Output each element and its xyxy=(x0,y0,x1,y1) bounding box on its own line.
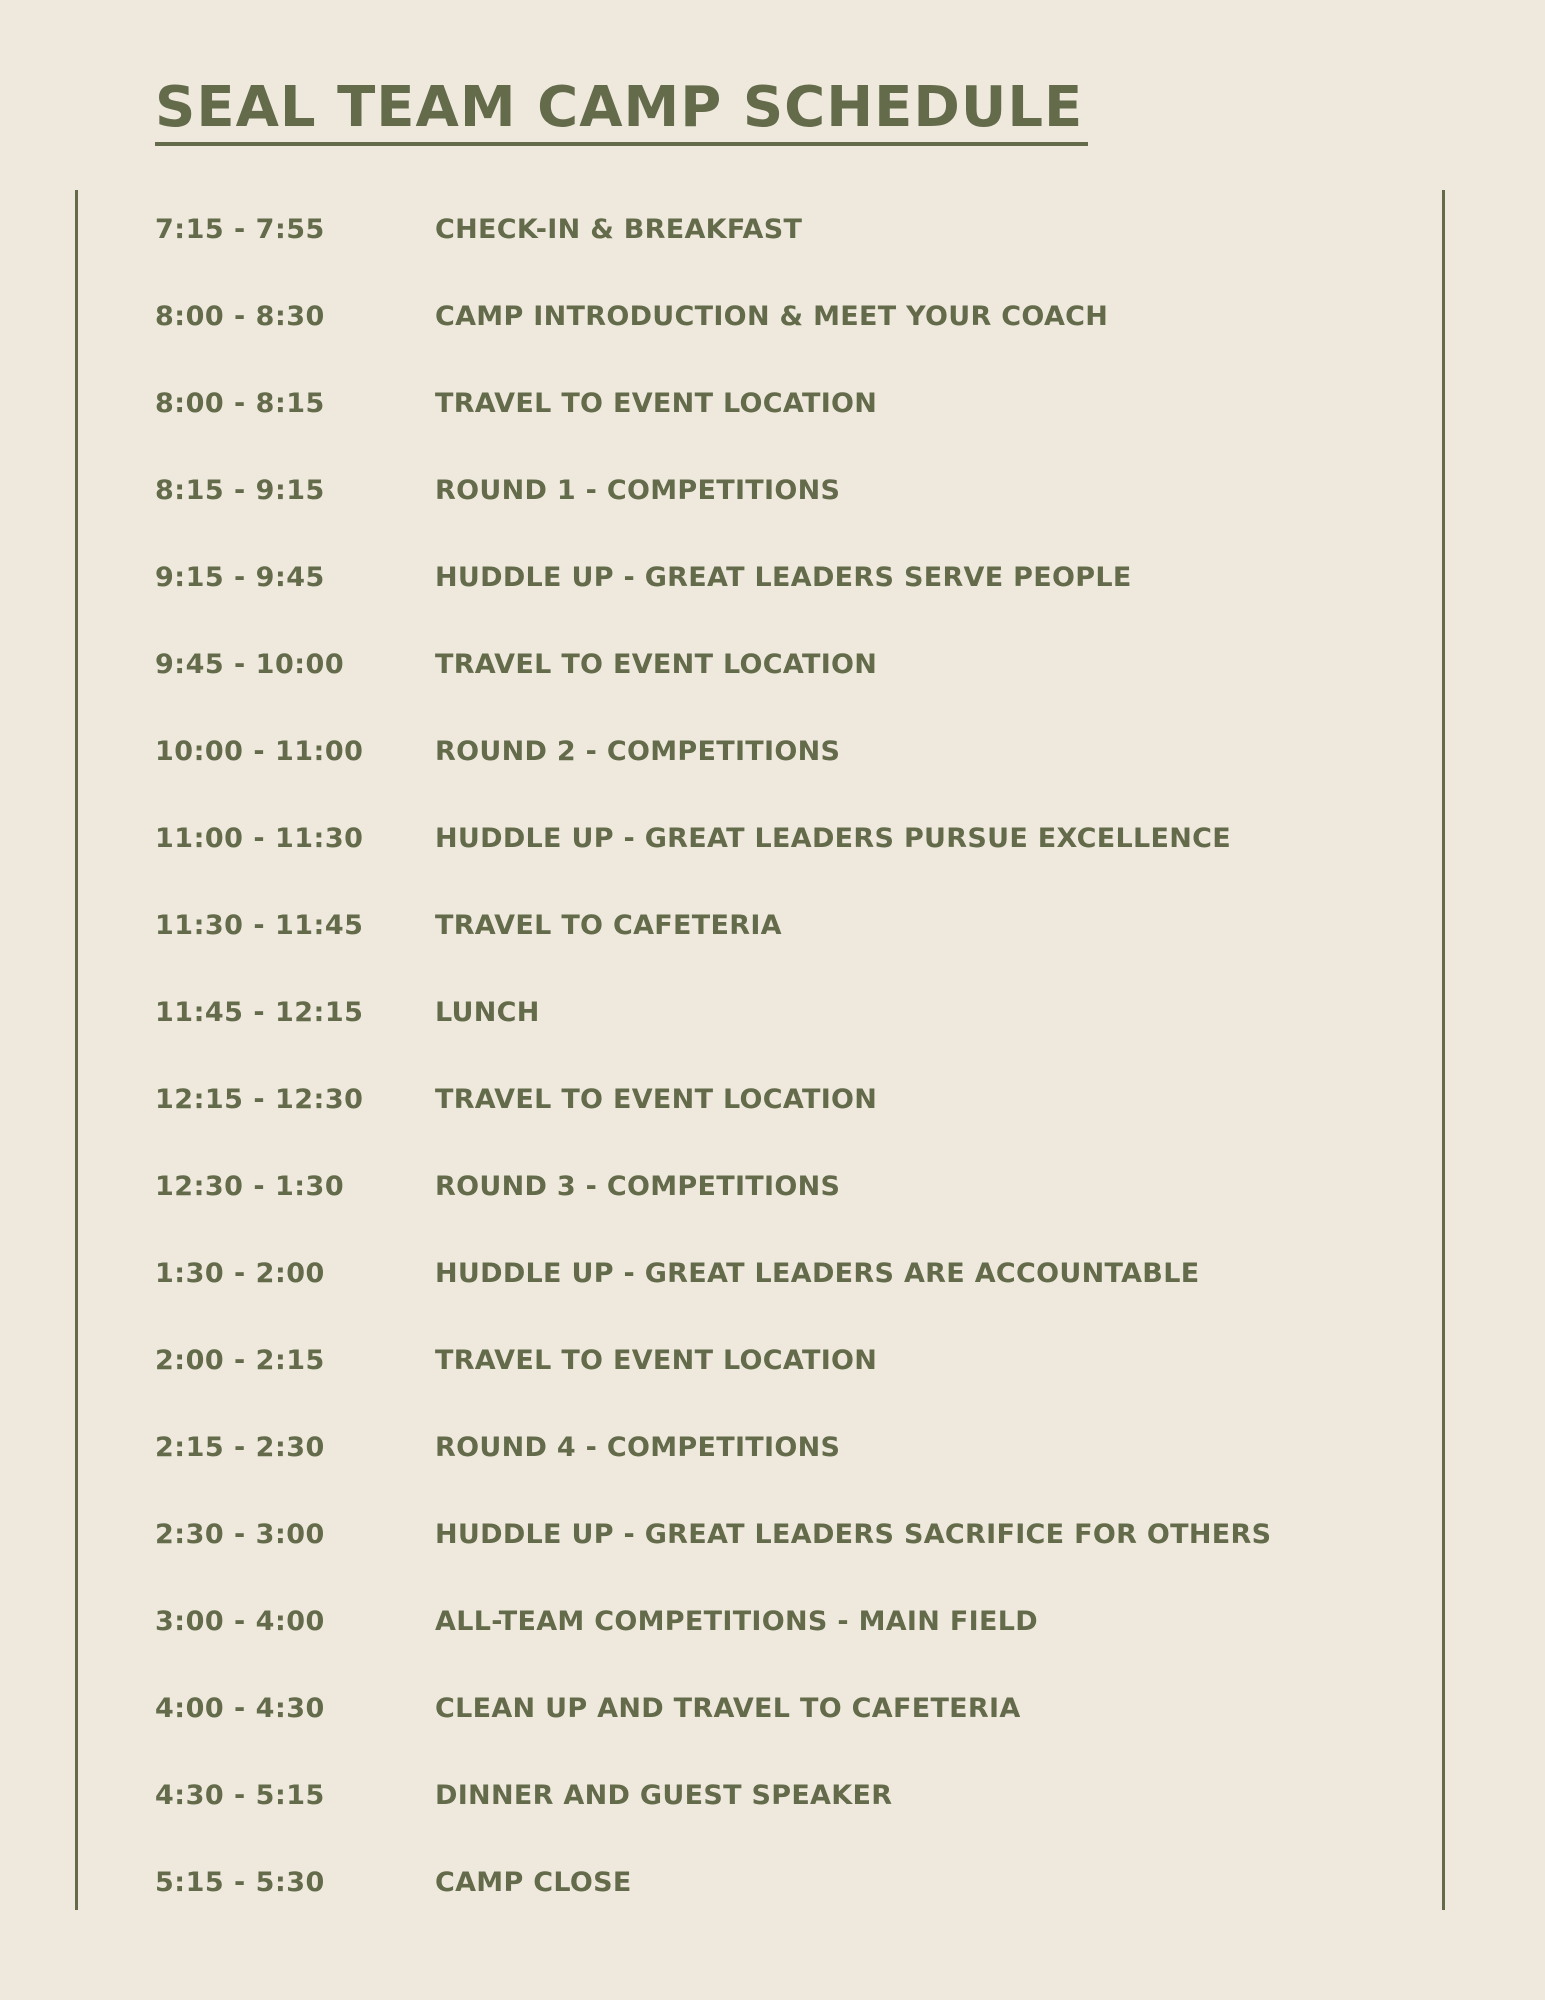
schedule-activity: ROUND 1 - COMPETITIONS xyxy=(435,475,841,506)
schedule-time: 8:00 - 8:15 xyxy=(155,388,325,419)
schedule-activity: TRAVEL TO EVENT LOCATION xyxy=(435,388,878,419)
schedule-row xyxy=(155,722,1405,809)
schedule-row xyxy=(155,1070,1405,1157)
schedule-activity: ALL-TEAM COMPETITIONS - MAIN FIELD xyxy=(435,1606,1038,1637)
schedule-row xyxy=(155,983,1405,1070)
schedule-activity: CAMP CLOSE xyxy=(435,1867,632,1898)
schedule-time: 4:00 - 4:30 xyxy=(155,1693,325,1724)
schedule-time: 12:15 - 12:30 xyxy=(155,1084,364,1115)
schedule-row xyxy=(155,809,1405,896)
schedule-row xyxy=(155,374,1405,461)
schedule-activity: LUNCH xyxy=(435,997,540,1028)
schedule-time: 7:15 - 7:55 xyxy=(155,214,325,245)
schedule-activity: HUDDLE UP - GREAT LEADERS SERVE PEOPLE xyxy=(435,562,1132,593)
schedule-row xyxy=(155,896,1405,983)
schedule-time: 11:30 - 11:45 xyxy=(155,910,364,941)
schedule-activity: TRAVEL TO EVENT LOCATION xyxy=(435,649,878,680)
schedule-row xyxy=(155,461,1405,548)
schedule-time: 2:00 - 2:15 xyxy=(155,1345,325,1376)
schedule-activity: TRAVEL TO CAFETERIA xyxy=(435,910,782,941)
schedule-activity: DINNER AND GUEST SPEAKER xyxy=(435,1780,893,1811)
schedule-time: 8:15 - 9:15 xyxy=(155,475,325,506)
schedule-row xyxy=(155,1244,1405,1331)
schedule-activity: CHECK-IN & BREAKFAST xyxy=(435,214,803,245)
schedule-row xyxy=(155,1679,1405,1766)
left-border-line xyxy=(75,190,78,1910)
schedule-activity: TRAVEL TO EVENT LOCATION xyxy=(435,1345,878,1376)
schedule-row xyxy=(155,1331,1405,1418)
schedule-activity: ROUND 4 - COMPETITIONS xyxy=(435,1432,841,1463)
schedule-time: 5:15 - 5:30 xyxy=(155,1867,325,1898)
schedule-activity: HUDDLE UP - GREAT LEADERS ARE ACCOUNTABLE xyxy=(435,1258,1200,1289)
schedule-time: 12:30 - 1:30 xyxy=(155,1171,345,1202)
schedule-activity: CLEAN UP AND TRAVEL TO CAFETERIA xyxy=(435,1693,1021,1724)
schedule-row xyxy=(155,548,1405,635)
schedule-activity: HUDDLE UP - GREAT LEADERS PURSUE EXCELLENCE xyxy=(435,823,1232,854)
schedule-time: 8:00 - 8:30 xyxy=(155,301,325,332)
schedule-time: 1:30 - 2:00 xyxy=(155,1258,325,1289)
schedule-time: 9:15 - 9:45 xyxy=(155,562,325,593)
schedule-time: 11:45 - 12:15 xyxy=(155,997,364,1028)
title-underline xyxy=(155,142,1088,146)
schedule-activity: TRAVEL TO EVENT LOCATION xyxy=(435,1084,878,1115)
schedule-time: 3:00 - 4:00 xyxy=(155,1606,325,1637)
schedule-row xyxy=(155,1766,1405,1853)
schedule-list xyxy=(155,200,1405,1940)
schedule-row xyxy=(155,1853,1405,1940)
schedule-row xyxy=(155,1157,1405,1244)
schedule-activity: ROUND 2 - COMPETITIONS xyxy=(435,736,841,767)
schedule-row xyxy=(155,1418,1405,1505)
schedule-time: 4:30 - 5:15 xyxy=(155,1780,325,1811)
schedule-activity: HUDDLE UP - GREAT LEADERS SACRIFICE FOR OTHERS xyxy=(435,1519,1272,1550)
schedule-row xyxy=(155,635,1405,722)
schedule-row xyxy=(155,200,1405,287)
schedule-time: 2:30 - 3:00 xyxy=(155,1519,325,1550)
schedule-time: 2:15 - 2:30 xyxy=(155,1432,325,1463)
schedule-activity: ROUND 3 - COMPETITIONS xyxy=(435,1171,841,1202)
page-title: SEAL TEAM CAMP SCHEDULE xyxy=(155,75,1084,140)
schedule-row xyxy=(155,1592,1405,1679)
schedule-activity: CAMP INTRODUCTION & MEET YOUR COACH xyxy=(435,301,1109,332)
schedule-time: 10:00 - 11:00 xyxy=(155,736,364,767)
schedule-time: 9:45 - 10:00 xyxy=(155,649,345,680)
schedule-time: 11:00 - 11:30 xyxy=(155,823,364,854)
schedule-row xyxy=(155,1505,1405,1592)
right-border-line xyxy=(1442,190,1445,1910)
schedule-row xyxy=(155,287,1405,374)
